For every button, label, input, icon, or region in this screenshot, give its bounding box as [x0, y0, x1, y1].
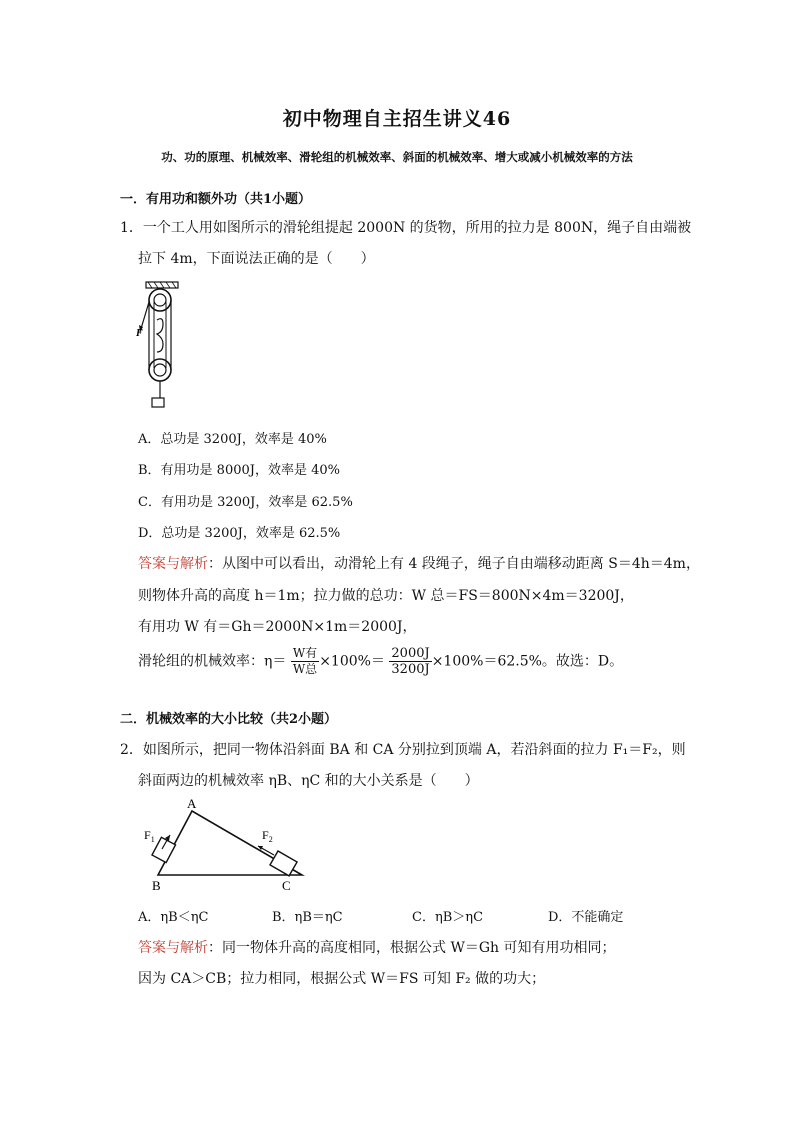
q2-option-d: D．不能确定 [548, 910, 624, 925]
force-label-f2: $F_2$ [262, 828, 273, 844]
page-title: 初中物理自主招生讲义46 [282, 108, 512, 130]
q2-answer-text-1: ：同一物体升高的高度相同，根据公式 W＝Gh 可知有用功相同； [208, 940, 616, 956]
question-2-text-line-1: 2．如图所示，把同一物体沿斜面 BA 和 CA 分别拉到顶端 A，若沿斜面的拉力 F₁＝F₂，则 [120, 742, 686, 758]
q1-answer-line-2: 则物体升高的高度 h＝1m；拉力做的总功：W 总＝FS＝800N×4m＝3200J， [138, 588, 634, 604]
fixed-pulley-outer [149, 289, 171, 311]
q2-answer-line-1 [138, 937, 616, 957]
q1-option-b: B．有用功是 8000J，效率是 40% [138, 463, 341, 478]
q2-answer-label: 答案与解析 [138, 940, 208, 956]
q1-option-a: A．总功是 3200J，效率是 40% [138, 432, 327, 447]
vertex-c-label: C [282, 878, 291, 893]
question-1-text-line-2: 拉下 4m，下面说法正确的是（ ） [138, 251, 375, 267]
block-left [152, 837, 176, 862]
q1-option-d: D．总功是 3200J，效率是 62.5% [138, 526, 341, 541]
cargo-block [152, 398, 164, 407]
vertex-a-label: A [187, 796, 197, 811]
pulley-system-figure [128, 280, 188, 412]
q1-option-c: C．有用功是 3200J，效率是 62.5% [138, 495, 353, 510]
efficiency-formula-suffix: ×100%＝62.5%。故选：D。 [431, 653, 624, 670]
frac1-denominator: W总 [292, 662, 318, 676]
fraction-w-useful-over-w-total [291, 646, 319, 677]
incline-figure [136, 795, 316, 895]
frac1-numerator: W有 [292, 646, 318, 660]
vertex-b-label: B [152, 878, 161, 893]
section-heading-2: 二．机械效率的大小比较（共2小题） [120, 712, 338, 727]
q2-option-c: C．ηB＞ηC [412, 910, 484, 925]
page-subtitle: 功、功的原理、机械效率、滑轮组的机械效率、斜面的机械效率、增大或减小机械效率的方法 [161, 150, 633, 164]
q2-option-a: A．ηB＜ηC [138, 910, 209, 925]
movable-pulley-outer [149, 359, 171, 381]
q2-option-b: B．ηB＝ηC [272, 910, 343, 925]
question-2-text-line-2: 斜面两边的机械效率 ηB、ηC 和的大小关系是（ ） [138, 773, 479, 789]
fraction-2000-over-3200 [389, 646, 431, 677]
fixed-pulley-inner [154, 294, 166, 306]
efficiency-formula-prefix: 滑轮组的机械效率：η＝ [138, 653, 287, 670]
q1-answer-label: 答案与解析 [138, 556, 208, 572]
q1-answer-line-3: 有用功 W 有＝Gh＝2000N×1m＝2000J， [138, 619, 417, 635]
efficiency-formula-mid: ×100%＝ [319, 653, 385, 670]
q1-answer-text-1: ：从图中可以看出，动滑轮上有 4 段绳子，绳子自由端移动距离 S＝4h＝4m， [208, 556, 700, 572]
q1-answer-line-1 [138, 553, 700, 573]
frac2-numerator: 2000J [391, 646, 430, 661]
question-1-text-line-1: 1．一个工人用如图所示的滑轮组提起 2000N 的货物，所用的拉力是 800N，绳子自由端被 [120, 220, 692, 236]
q1-answer-line-4 [138, 646, 623, 677]
movable-pulley-inner [154, 364, 166, 376]
force-label-f: F [136, 328, 143, 339]
section-heading-1: 一．有用功和额外功（共1小题） [120, 192, 312, 207]
frac2-denominator: 3200J [391, 662, 430, 677]
q2-answer-line-2: 因为 CA＞CB；拉力相同，根据公式 W＝FS 可知 F₂ 做的功大； [138, 971, 546, 987]
force-label-f1: $F_1$ [144, 828, 155, 844]
